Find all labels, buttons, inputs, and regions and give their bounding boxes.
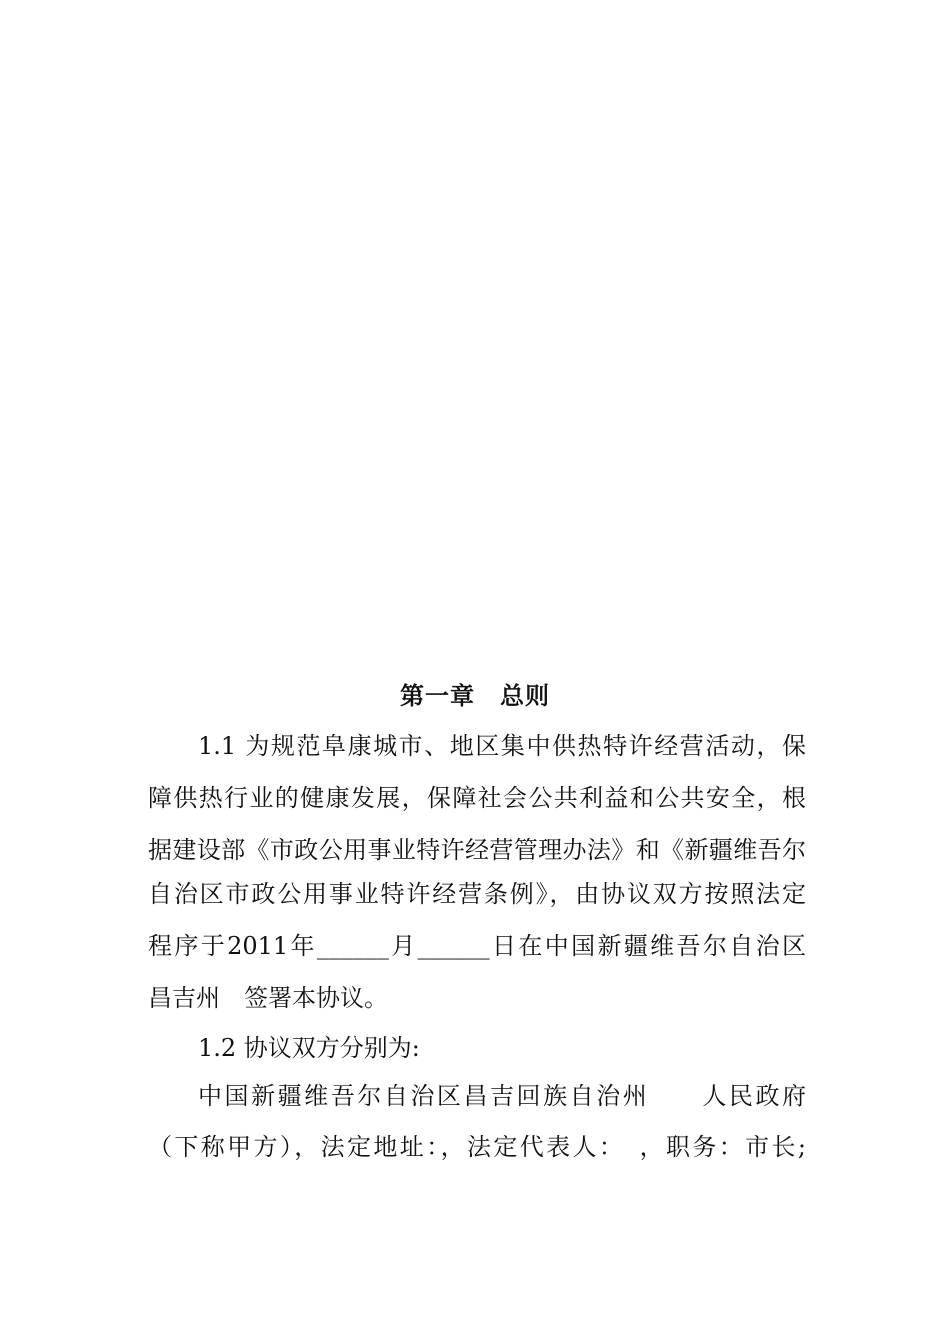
party-a-line-1: 中国新疆维吾尔自治区昌吉回族自治州 人民政府 <box>198 1082 806 1110</box>
chapter-title: 第一章 总则 <box>400 681 550 710</box>
paragraph-1-1-line-5: 程序于2011年______月______日在中国新疆维吾尔自治区 <box>148 932 806 960</box>
paragraph-1-1-line-6: 昌吉州 签署本协议。 <box>148 984 388 1012</box>
party-a-line-2: （下称甲方），法定地址：，法定代表人： ，职务：市长; <box>148 1133 806 1161</box>
paragraph-1-1-line-2: 障供热行业的健康发展，保障社会公共利益和公共安全，根 <box>148 784 806 812</box>
paragraph-1-2-line-1: 1.2 协议双方分别为: <box>198 1034 420 1062</box>
paragraph-1-1-line-4: 自治区市政公用事业特许经营条例》，由协议双方按照法定 <box>148 880 806 908</box>
paragraph-1-1-line-1: 1.1 为规范阜康城市、地区集中供热特许经营活动，保 <box>198 732 806 760</box>
paragraph-1-1-line-3: 据建设部《市政公用事业特许经营管理办法》和《新疆维吾尔 <box>148 836 806 864</box>
